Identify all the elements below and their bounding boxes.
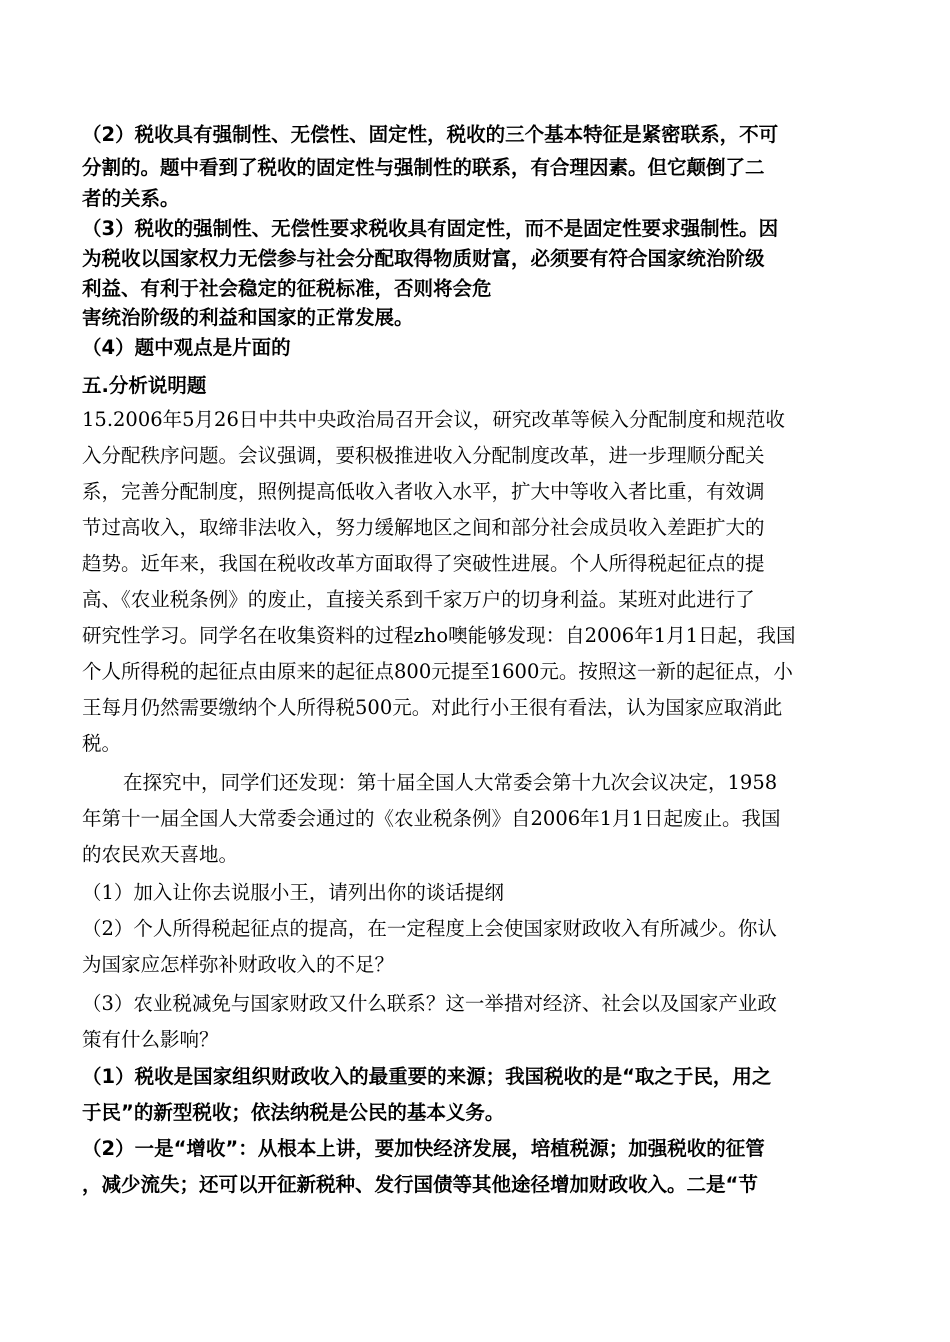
answer-line: 害统治阶级的利益和国家的正常发展。 xyxy=(82,306,414,329)
question-line: 研究性学习。同学名在收集资料的过程zho噢能够发现：自2006年1月1日起，我国 xyxy=(82,624,796,647)
question-line: 系，完善分配制度，照例提高低收入者收入水平，扩大中等收入者比重，有效调 xyxy=(82,480,765,503)
exploration-line: 在探究中，同学们还发现：第十届全国人大常委会第十九次会议决定，1958 xyxy=(123,771,778,794)
question-line: 高、《农业税条例》的废止，直接关系到千家万户的切身利益。某班对此进行了 xyxy=(82,588,755,611)
sub-question-line: 为国家应怎样弥补财政收入的不足？ xyxy=(82,953,395,976)
answer-line: 分割的。题中看到了税收的固定性与强制性的联系，有合理因素。但它颠倒了二 xyxy=(82,156,765,179)
sub-question-line: （3）农业税减免与国家财政又什么联系？这一举措对经济、社会以及国家产业政 xyxy=(82,992,777,1015)
answer-line: （1）税收是国家组织财政收入的最重要的来源；我国税收的是“取之于民，用之 xyxy=(82,1065,772,1088)
answer-line: ，减少流失；还可以开征新税种、发行国债等其他途径增加财政收入。二是“节 xyxy=(82,1173,758,1196)
sub-question-line: （1）加入让你去说服小王，请列出你的谈话提纲 xyxy=(82,881,504,904)
question-line: 入分配秩序问题。会议强调，要积极推进收入分配制度改革，进一步理顺分配关 xyxy=(82,444,765,467)
answer-line: （2）税收具有强制性、无偿性、固定性，税收的三个基本特征是紧密联系，不可 xyxy=(82,123,779,146)
exploration-line: 的农民欢天喜地。 xyxy=(82,843,239,866)
question-line: 个人所得税的起征点由原来的起征点800元提至1600元。按照这一新的起征点，小 xyxy=(82,660,793,683)
question-line: 税。 xyxy=(82,732,122,755)
sub-question-line: 策有什么影响？ xyxy=(82,1028,219,1051)
answer-line: 为税收以国家权力无偿参与社会分配取得物质财富，必须要有符合国家统治阶级 xyxy=(82,247,765,270)
answer-line: 利益、有利于社会稳定的征税标准，否则将会危 xyxy=(82,277,492,300)
question-line: 节过高收入，取缔非法收入，努力缓解地区之间和部分社会成员收入差距扩大的 xyxy=(82,516,765,539)
answer-line: 者的关系。 xyxy=(82,187,180,210)
section-heading: 五.分析说明题 xyxy=(82,374,207,397)
sub-question-line: （2）个人所得税起征点的提高，在一定程度上会使国家财政收入有所减少。你认 xyxy=(82,917,777,940)
question-line: 15.2006年5月26日中共中央政治局召开会议，研究改革等候入分配制度和规范收 xyxy=(82,408,785,431)
answer-line: （3）税收的强制性、无偿性要求税收具有固定性，而不是固定性要求强制性。因 xyxy=(82,217,779,240)
exploration-line: 年第十一届全国人大常委会通过的《农业税条例》自2006年1月1日起废止。我国 xyxy=(82,807,781,830)
question-line: 趋势。近年来，我国在税收改革方面取得了突破性进展。个人所得税起征点的提 xyxy=(82,552,765,575)
question-line: 王每月仍然需要缴纳个人所得税500元。对此行小王很有看法，认为国家应取消此 xyxy=(82,696,783,719)
answer-line: （4）题中观点是片面的 xyxy=(82,336,291,359)
answer-line: 于民”的新型税收；依法纳税是公民的基本义务。 xyxy=(82,1101,505,1124)
answer-line: （2）一是“增收”：从根本上讲，要加快经济发展，培植税源；加强税收的征管 xyxy=(82,1137,765,1160)
